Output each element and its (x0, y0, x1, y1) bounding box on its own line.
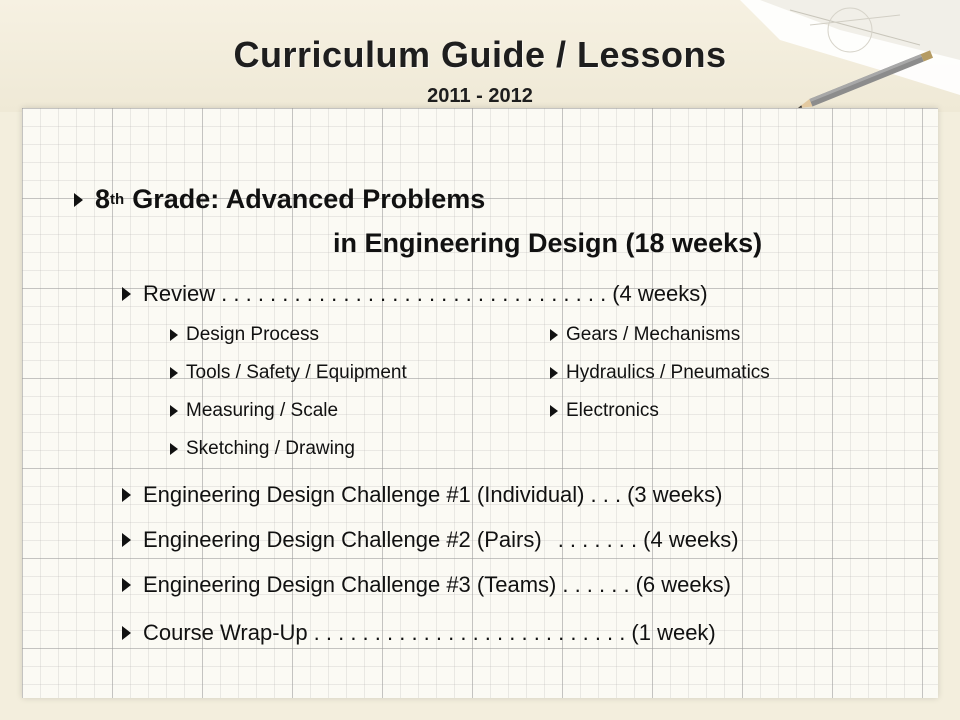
triangle-right-icon (170, 443, 178, 455)
review-topic (550, 400, 659, 422)
triangle-right-icon (122, 578, 131, 592)
triangle-right-icon (122, 626, 131, 640)
grade-suffix: th (110, 191, 125, 208)
unit-review-label: Review (143, 281, 216, 306)
unit-challenge-2-dots: . . . . . . . (557, 527, 638, 552)
unit-challenge-2-duration: (4 weeks) (643, 527, 739, 552)
triangle-right-icon (170, 329, 178, 341)
review-topic-label: Tools / Safety / Equipment (186, 362, 407, 383)
triangle-right-icon (170, 367, 178, 379)
triangle-right-icon (122, 533, 131, 547)
unit-wrapup-label: Course Wrap-Up (143, 620, 308, 645)
triangle-right-icon (74, 193, 83, 207)
review-topic (170, 362, 407, 384)
review-topic (550, 324, 740, 346)
triangle-right-icon (550, 367, 558, 379)
review-topic (170, 400, 338, 422)
review-topic (170, 324, 319, 346)
review-topic-label: Hydraulics / Pneumatics (566, 362, 770, 383)
unit-challenge-1-duration: (3 weeks) (627, 482, 723, 507)
unit-wrapup-duration: (1 week) (631, 620, 716, 645)
unit-challenge-2 (122, 527, 739, 553)
unit-challenge-1-dots: . . . (590, 482, 622, 507)
unit-review-dots: . . . . . . . . . . . . . . . . . . . . . . . . . . . . . . . . (221, 281, 607, 306)
triangle-right-icon (550, 405, 558, 417)
unit-challenge-3-label: Engineering Design Challenge #3 (Teams) (143, 572, 557, 597)
unit-challenge-1 (122, 482, 722, 508)
review-topic (550, 362, 770, 384)
triangle-right-icon (170, 405, 178, 417)
review-topic-label: Measuring / Scale (186, 400, 339, 421)
school-year: 2011 - 2012 (427, 85, 533, 107)
heading-line-1: Grade: Advanced Problems (132, 184, 486, 214)
unit-wrapup (122, 620, 716, 646)
course-heading (74, 184, 485, 215)
unit-challenge-2-label: Engineering Design Challenge #2 (Pairs) (143, 527, 542, 552)
grade-number: 8 (95, 184, 111, 214)
page-title: Curriculum Guide / Lessons (233, 34, 727, 75)
unit-review (122, 281, 708, 307)
triangle-right-icon (122, 488, 131, 502)
unit-challenge-1-label: Engineering Design Challenge #1 (Individual) (143, 482, 585, 507)
unit-challenge-3 (122, 572, 731, 598)
heading-line-2 (333, 228, 762, 259)
triangle-right-icon (122, 287, 131, 301)
unit-challenge-3-dots: . . . . . . (562, 572, 630, 597)
review-topic-label: Design Process (186, 324, 320, 345)
heading-line-2-text: in Engineering Design (18 weeks) (333, 228, 763, 258)
review-topic (170, 438, 355, 460)
triangle-right-icon (550, 329, 558, 341)
unit-review-duration: (4 weeks) (612, 281, 708, 306)
unit-wrapup-dots: . . . . . . . . . . . . . . . . . . . . . . . . . . (313, 620, 626, 645)
unit-challenge-3-duration: (6 weeks) (635, 572, 731, 597)
review-topic-label: Sketching / Drawing (186, 438, 355, 459)
review-topic-label: Gears / Mechanisms (566, 324, 741, 345)
review-topic-label: Electronics (566, 400, 659, 421)
